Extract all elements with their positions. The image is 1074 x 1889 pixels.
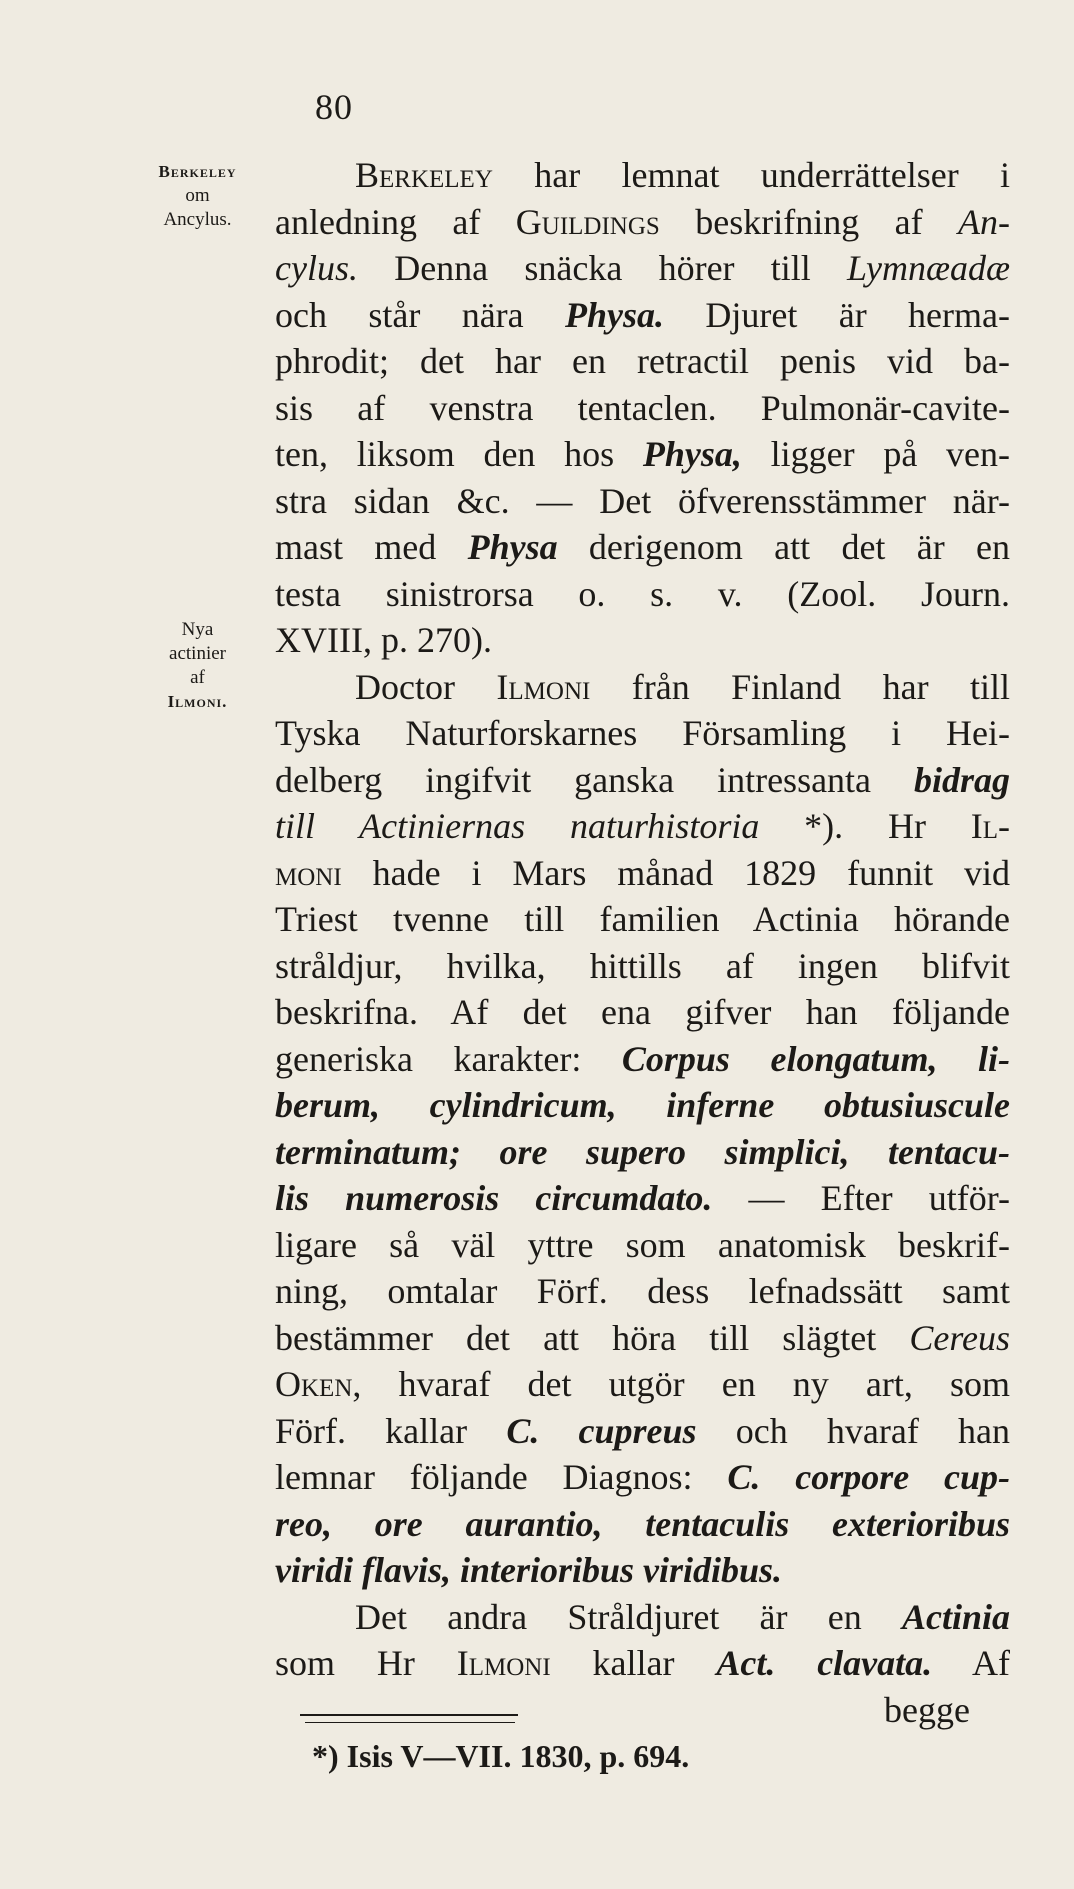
text-span: Cereus (909, 1317, 1010, 1358)
text-span: till Actiniernas naturhistoria (275, 806, 760, 846)
text-span: Corpus elongatum, li- (621, 1038, 1010, 1079)
text-span: Doctor (355, 666, 497, 707)
margin-note-line: actinier (169, 643, 226, 664)
text-line (275, 431, 1010, 478)
text-line (275, 1454, 1010, 1501)
text-span: derigenom att det är en (557, 527, 1010, 567)
text-line (275, 1408, 1010, 1455)
text-span: Berkeley (355, 155, 493, 195)
text-span: lemnar följande Diagnos: (275, 1457, 728, 1497)
text-span: Actinia (901, 1596, 1010, 1637)
page-number: 80 (315, 87, 353, 127)
margin-note-line: Nya (181, 619, 214, 640)
text-span: bidrag (913, 759, 1010, 800)
text-line (275, 245, 1010, 292)
text-line (275, 664, 1010, 711)
text-span: Lymnæadæ (847, 248, 1010, 288)
text-line: stra sidan &c. — Det öfverensstämmer när- (275, 480, 1010, 521)
text-line (275, 199, 1010, 246)
text-line: viridi flavis, interioribus viridibus. (275, 1550, 783, 1590)
text-span: anledning af (275, 201, 516, 242)
text-span: ten, liksom den hos (275, 434, 643, 474)
text-line (275, 850, 1010, 897)
text-line: beskrifna. Af det ena gifver han följande (275, 992, 1010, 1032)
text-line: stråldjur, hvilka, hittills af ingen blifvit (275, 945, 1010, 986)
text-span: , hvaraf det utgör en ny art, som (352, 1364, 1010, 1404)
text-span: ligger på ven- (741, 434, 1011, 474)
text-line (275, 1315, 1010, 1362)
text-line: Triest tvenne till familien Actinia hörande (275, 899, 1010, 939)
text-line (275, 524, 1010, 571)
text-line: reo, ore aurantio, tentaculis exterioribus (275, 1503, 1010, 1544)
text-span: har lemnat underrättelser i (492, 155, 1010, 195)
text-span: Förf. kallar (275, 1410, 507, 1451)
text-span: beskrifning af (659, 201, 959, 242)
text-span: Denna snäcka hörer till (357, 248, 848, 288)
text-span: Il- (970, 806, 1010, 846)
text-line (275, 1036, 1010, 1083)
text-span: An- (958, 201, 1010, 242)
text-span: Physa. (565, 294, 665, 335)
text-span: Det andra Stråldjuret är en (355, 1596, 902, 1637)
text-line: testa sinistrorsa o. s. v. (Zool. Journ. (275, 573, 1010, 614)
text-span: Act. clavata. (716, 1643, 933, 1683)
text-line: ning, omtalar Förf. dess lefnadssätt samt (275, 1271, 1010, 1311)
text-line: Tyska Naturforskarnes Församling i Hei- (275, 713, 1010, 753)
text-line (275, 1175, 1010, 1222)
text-span: bestämmer det att höra till slägtet (275, 1317, 910, 1358)
text-line: XVIII, p. 270). (275, 620, 492, 660)
text-span: Djuret är herma- (664, 294, 1010, 335)
margin-note-line: Ilmoni. (167, 692, 228, 711)
text-line (275, 757, 1010, 804)
text-span: mast med (275, 527, 468, 567)
text-line (275, 803, 1010, 850)
text-line: berum, cylindricum, inferne obtusiuscule (275, 1085, 1010, 1125)
text-span: som Hr (275, 1643, 457, 1683)
text-span: — Efter utför- (712, 1178, 1010, 1218)
text-line (275, 1361, 1010, 1408)
text-span: och står nära (275, 294, 566, 335)
footnote-rule (300, 1714, 518, 1716)
text-span: Guildings (515, 201, 660, 242)
text-line (275, 1640, 1010, 1687)
footnote-rule (305, 1722, 515, 1723)
text-span: lis numerosis circumdato. (275, 1178, 713, 1218)
footnote: *) Isis V—VII. 1830, p. 694. (312, 1738, 690, 1774)
text-span: C. cupreus (506, 1410, 697, 1451)
text-span: C. corpore cup- (727, 1457, 1011, 1497)
text-line (275, 152, 1010, 199)
margin-note-ilmoni (140, 618, 255, 714)
text-line: sis af venstra tentaclen. Pulmonär-cavite- (275, 387, 1010, 428)
text-span: och hvaraf han (696, 1410, 1010, 1451)
text-span: hade i Mars månad 1829 funnit vid (341, 852, 1010, 893)
body-text (275, 152, 1010, 1733)
text-line: terminatum; ore supero simplici, tentacu- (275, 1131, 1010, 1172)
text-span: cylus. (275, 248, 358, 288)
text-span: från Finland har till (590, 666, 1010, 707)
margin-note-line: Ancylus. (163, 209, 232, 230)
text-span: moni (275, 852, 342, 893)
text-span: Physa, (642, 434, 742, 474)
text-line: ligare så väl yttre som anatomisk beskrif- (275, 1224, 1010, 1265)
margin-note-line: Berkeley (158, 162, 237, 181)
text-span: generiska karakter: (275, 1038, 622, 1079)
text-span: delberg ingifvit ganska intressanta (275, 759, 914, 800)
text-span: Af (932, 1643, 1011, 1683)
margin-note-line: af (190, 667, 205, 688)
text-span: kallar (550, 1643, 717, 1683)
catchword: begge (884, 1689, 970, 1730)
text-span: Physa (467, 527, 558, 567)
margin-note-line: om (185, 185, 210, 206)
text-line (275, 1594, 1010, 1641)
text-line (275, 292, 1010, 339)
text-span: Oken (275, 1364, 353, 1404)
text-line: phrodit; det har en retractil penis vid ba- (275, 341, 1010, 381)
text-span: *). Hr (759, 806, 971, 846)
margin-note-berkeley (140, 160, 255, 232)
text-span: Ilmoni (456, 1643, 551, 1683)
text-span: Ilmoni (496, 666, 591, 707)
